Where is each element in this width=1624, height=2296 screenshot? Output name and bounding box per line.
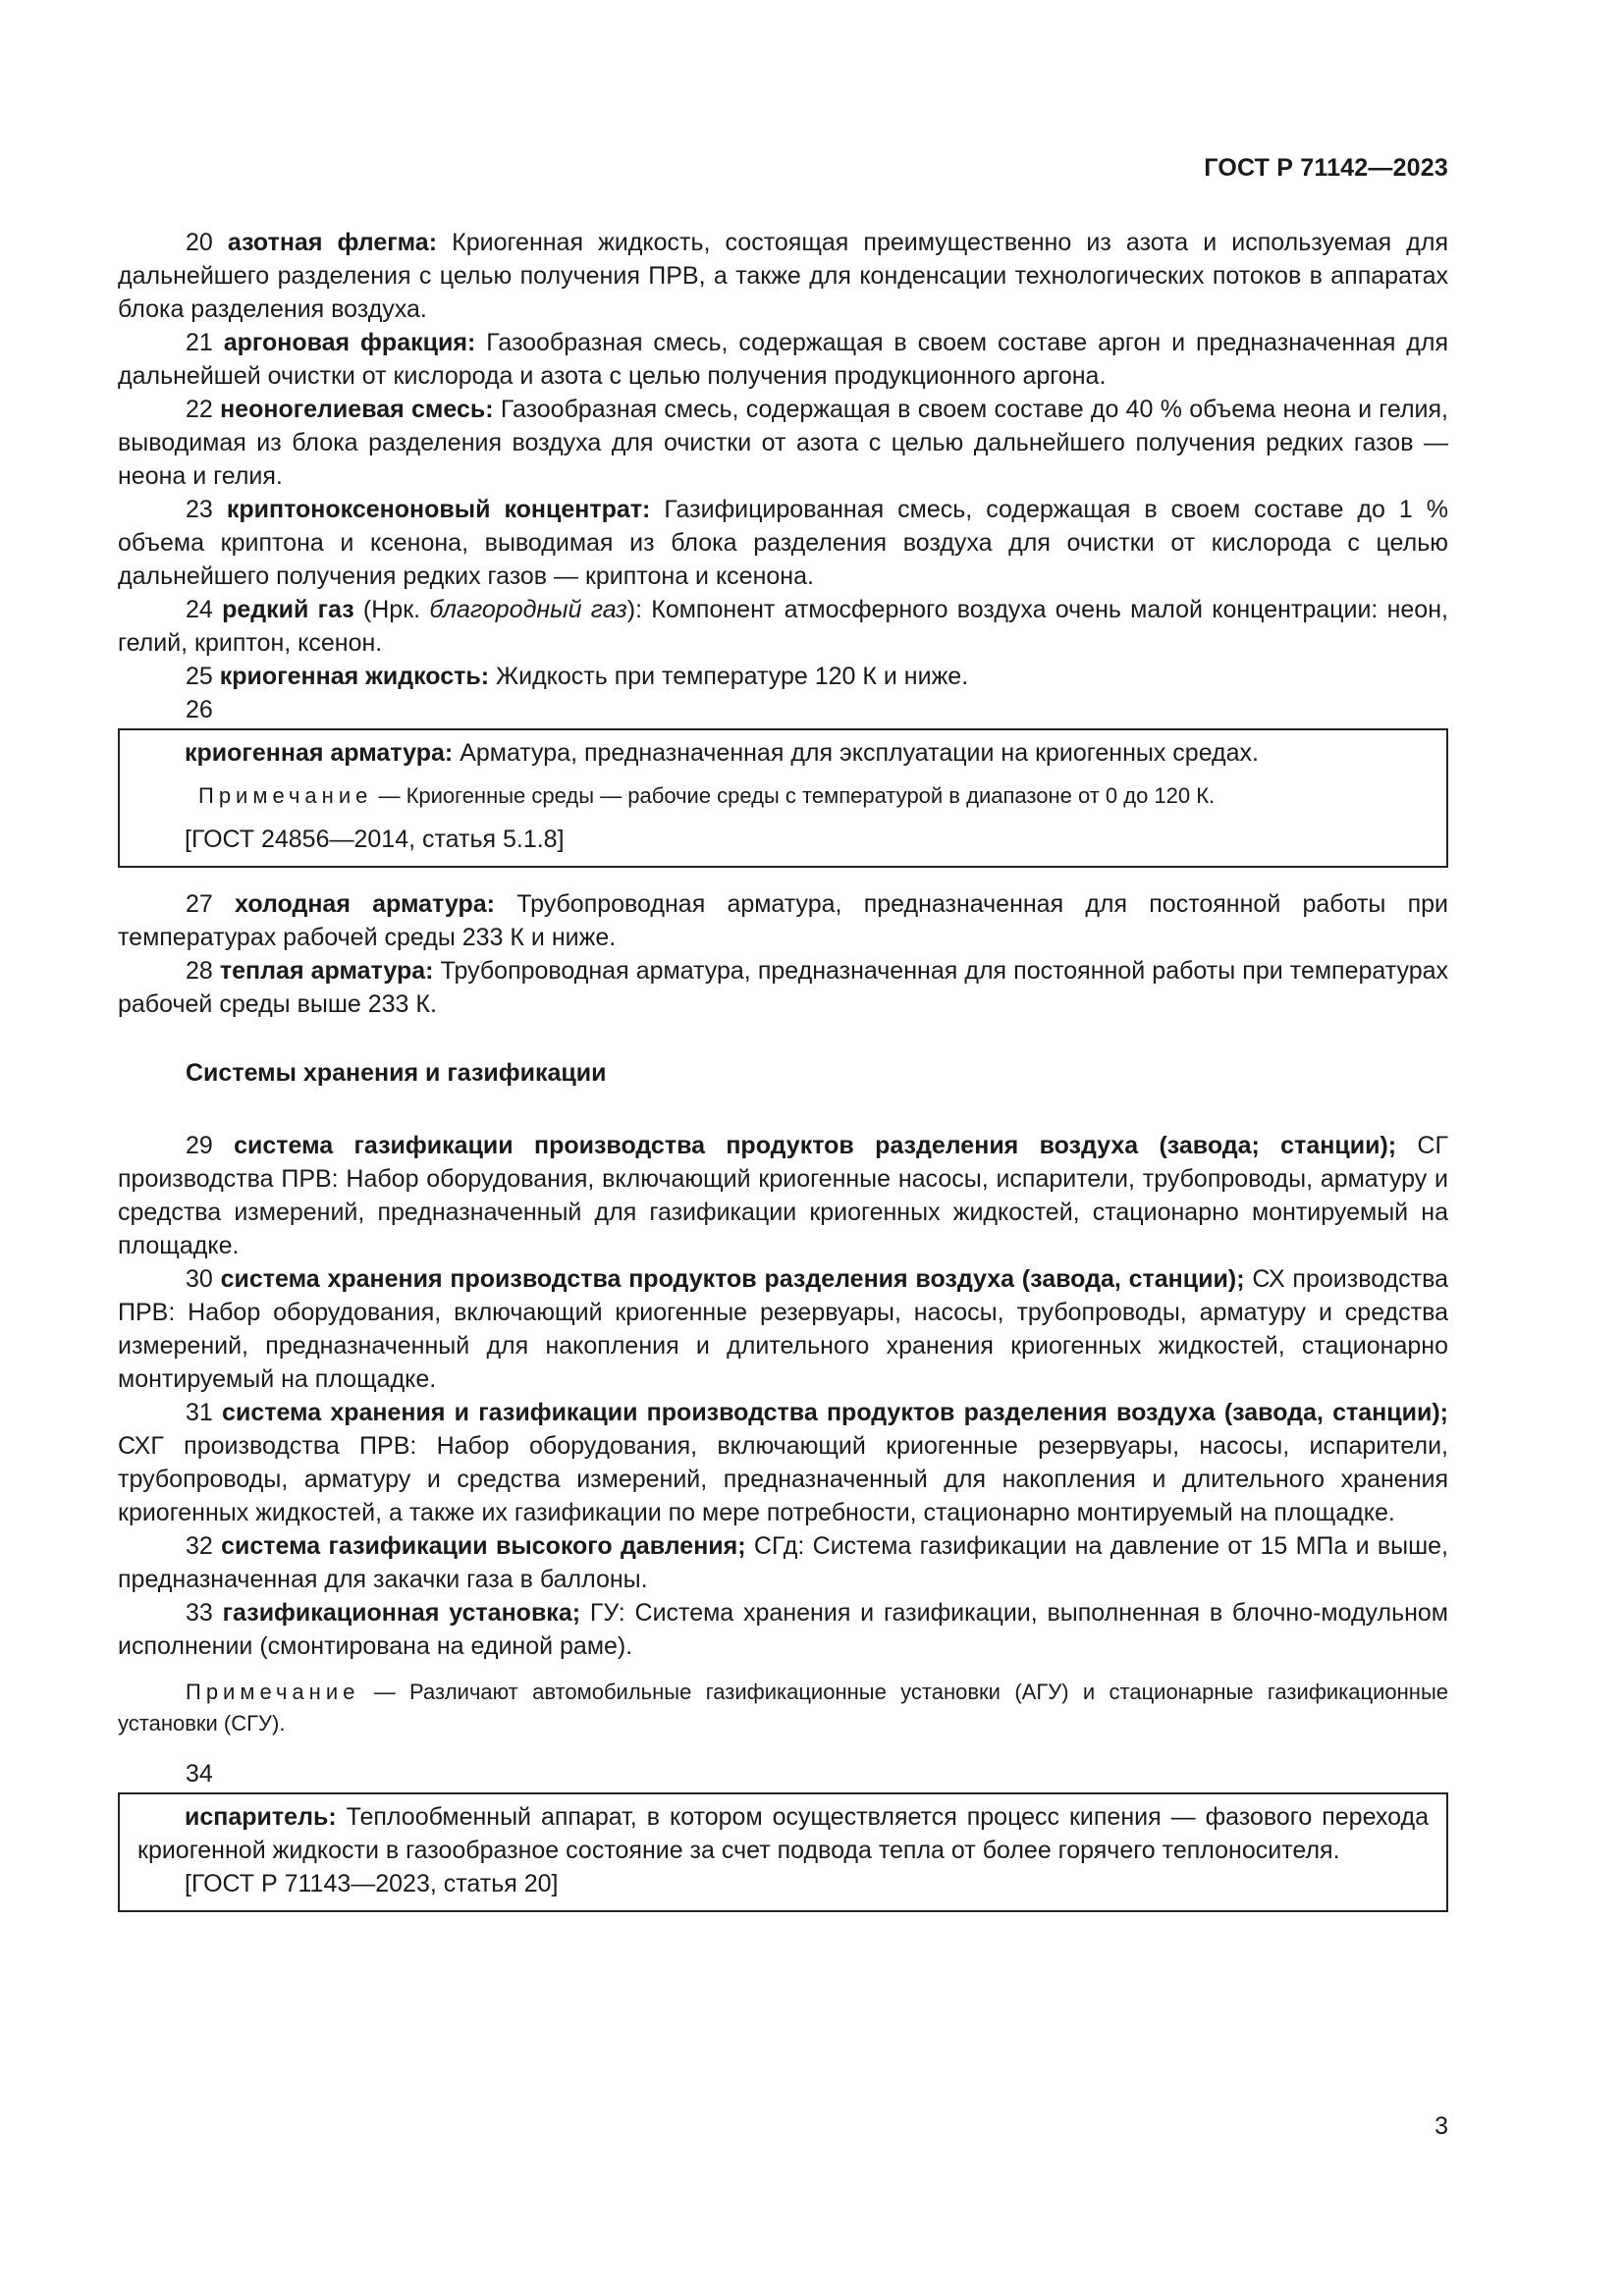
term-definition: Газообразная смесь, содержащая в своем составе до 40 % объема неона и гелия, выводимая из блока разделения воздуха для очистки от азота с целью дальнейшего получения редких газов — неона и гелия.: [118, 396, 1448, 490]
term-name: криогенная жидкость:: [219, 663, 490, 690]
term-33-note: [118, 1677, 1448, 1739]
term-definition: ГУ: Система хранения и газификации, выполненная в блочно-модульном исполнении (смонтирована на единой раме).: [118, 1599, 1448, 1660]
term-definition: Криогенная жидкость, состоящая преимущественно из азота и используемая для дальнейшего разделения с целью получения ПРВ, а также для конденсации технологических потоков в аппаратах блока разделения воздуха.: [118, 229, 1448, 323]
term-name: система газификации производства продуктов разделения воздуха (завода; станции);: [234, 1132, 1397, 1159]
term-name: криогенная арматура:: [185, 739, 454, 767]
term-definition: Газообразная смесь, содержащая в своем составе аргон и предназначенная для дальнейшей очистки от кислорода и азота с целью получения продукционного аргона.: [118, 329, 1448, 390]
term-definition: СГ производства ПРВ: Набор оборудования, включающий криогенные насосы, испарители, трубопроводы, арматуру и средства измерений, предназначенный для газификации криогенных жидкостей, стационарно монтируемый на площадке.: [118, 1132, 1448, 1259]
term-name: холодная арматура:: [235, 890, 495, 918]
note-text: — Различают автомобильные газификационные установки (АГУ) и стационарные газификационные установки (СГУ).: [118, 1680, 1448, 1735]
term-definition: СХГ производства ПРВ: Набор оборудования, включающий криогенные резервуары, насосы, испарители, трубопроводы, арматуру и средства измерений, предназначенный для накопления и длительного хранения криогенных жидкостей, а также их газификации по мере потребности, стационарно монтируемый на площадке.: [118, 1432, 1448, 1526]
term-26-source: [ГОСТ 24856—2014, статья 5.1.8]: [185, 826, 565, 853]
section-title: Системы хранения и газификации: [186, 1059, 607, 1087]
term-definition: СХ производства ПРВ: Набор оборудования, включающий криогенные резервуары, насосы, трубопроводы, арматуру и средства измерений, предназначенный для накопления и длительного хранения криогенных жидкостей, стационарно монтируемый на площадке.: [118, 1265, 1449, 1393]
term-23: 23 криптоноксеноновый концентрат: Газифицированная смесь, содержащая в своем составе до 1 % объема криптона и ксенона, выводимая из блока разделения воздуха для очистки от кислорода с целью дальнейшего получения редких газов — криптона и ксенона.: [118, 496, 1448, 590]
term-33: 33 газификационная установка; ГУ: Система хранения и газификации, выполненная в блочно-модульном исполнении (смонтирована на единой раме).: [118, 1599, 1448, 1660]
term-21: 21 аргоновая фракция: Газообразная смесь, содержащая в своем составе аргон и предназначенная для дальнейшей очистки от кислорода и азота с целью получения продукционного аргона.: [118, 329, 1448, 390]
term-24: 24 редкий газ (Нрк. благородный газ): Компонент атмосферного воздуха очень малой концентрации: неон, гелий, криптон, ксенон.: [118, 596, 1448, 657]
term-definition: Трубопроводная арматура, предназначенная для постоянной работы при температурах рабочей среды 233 К и ниже.: [118, 890, 1449, 951]
term-25: 25 криогенная жидкость: Жидкость при температуре 120 К и ниже.: [186, 663, 969, 690]
term-27: 27 холодная арматура: Трубопроводная арматура, предназначенная для постоянной работы при температурах рабочей среды 233 К и ниже.: [118, 890, 1449, 951]
page-number: 3: [1435, 2112, 1448, 2140]
term-29: 29 система газификации производства продуктов разделения воздуха (завода; станции); СГ производства ПРВ: Набор оборудования, включающий криогенные насосы, испарители, трубопроводы, арматуру и средства измерений, предназначенный для газификации криогенных жидкостей, стационарно монтируемый на площадке.: [118, 1132, 1448, 1259]
term-name: газификационная установка;: [222, 1599, 581, 1627]
term-name: система газификации высокого давления;: [221, 1532, 746, 1560]
term-34: [137, 1800, 1429, 1867]
term-32: 32 система газификации высокого давления; СГд: Система газификации на давление от 15 МПа и выше, предназначенная для закачки газа в баллоны.: [118, 1532, 1448, 1593]
term-34-box: [118, 1792, 1448, 1912]
term-31: 31 система хранения и газификации производства продуктов разделения воздуха (завода, станции); СХГ производства ПРВ: Набор оборудования, включающий криогенные резервуары, насосы, испарители, трубопроводы, арматуру и средства измерений, предназначенный для накопления и длительного хранения криогенных жидкостей, а также их газификации по мере потребности, стационарно монтируемый на площадке.: [118, 1399, 1448, 1526]
note-label: Примечание: [198, 783, 373, 808]
term-name: аргоновая фракция:: [223, 329, 476, 356]
term-name: азотная флегма:: [227, 229, 438, 256]
term-name: теплая арматура:: [219, 957, 434, 985]
term-34-source: [ГОСТ Р 71143—2023, статья 20]: [185, 1870, 559, 1897]
term-20: 20 азотная флегма: Криогенная жидкость, состоящая преимущественно из азота и используемая для дальнейшего разделения с целью получения ПРВ, а также для конденсации технологических потоков в аппаратах блока разделения воздуха.: [118, 229, 1448, 323]
term-26-number: 26: [186, 696, 213, 723]
standard-code: ГОСТ Р 71142—2023: [1204, 154, 1448, 182]
term-synonym: благородный газ: [429, 596, 627, 623]
term-name: редкий газ: [222, 596, 354, 623]
term-definition: Арматура, предназначенная для эксплуатации на криогенных средах.: [460, 739, 1259, 767]
page-content: [118, 226, 1448, 1912]
term-name: испаритель:: [185, 1803, 337, 1831]
term-26-note: [137, 781, 1429, 811]
term-name: система хранения производства продуктов разделения воздуха (завода, станции);: [220, 1265, 1245, 1293]
note-text: — Криогенные среды — рабочие среды с температурой в диапазоне от 0 до 120 К.: [378, 783, 1216, 808]
term-name: криптоноксеноновый концентрат:: [226, 496, 651, 523]
term-30: 30 система хранения производства продуктов разделения воздуха (завода, станции); СХ производства ПРВ: Набор оборудования, включающий криогенные резервуары, насосы, трубопроводы, арматуру и средства измерений, предназначенный для накопления и длительного хранения криогенных жидкостей, стационарно монтируемый на площадке.: [118, 1265, 1449, 1393]
term-22: 22 неоногелиевая смесь: Газообразная смесь, содержащая в своем составе до 40 % объема неона и гелия, выводимая из блока разделения воздуха для очистки от азота с целью дальнейшего получения редких газов — неона и гелия.: [118, 396, 1448, 490]
term-definition: Газифицированная смесь, содержащая в своем составе до 1 % объема криптона и ксенона, выводимая из блока разделения воздуха для очистки от кислорода с целью дальнейшего получения редких газов — криптона и ксенона.: [118, 496, 1448, 590]
document-page: [118, 0, 1448, 2296]
term-name: система хранения и газификации производства продуктов разделения воздуха (завода, станции);: [222, 1399, 1448, 1426]
term-name: неоногелиевая смесь:: [220, 396, 494, 423]
term-28: 28 теплая арматура: Трубопроводная арматура, предназначенная для постоянной работы при температурах рабочей среды выше 233 К.: [118, 957, 1448, 1018]
term-definition: Теплообменный аппарат, в котором осуществляется процесс кипения — фазового перехода криогенной жидкости в газообразное состояние за счет подвода тепла от более горячего теплоносителя.: [137, 1803, 1429, 1864]
term-34-number: 34: [186, 1760, 213, 1788]
term-definition: Компонент атмосферного воздуха очень малой концентрации: неон, гелий, криптон, ксенон.: [118, 596, 1448, 657]
term-definition: Трубопроводная арматура, предназначенная для постоянной работы при температурах рабочей среды выше 233 К.: [118, 957, 1448, 1018]
term-26-box: [118, 728, 1448, 868]
term-26: [137, 736, 1429, 770]
note-label: Примечание: [186, 1680, 360, 1704]
term-definition: СГд: Система газификации на давление от 15 МПа и выше, предназначенная для закачки газа в баллоны.: [118, 1532, 1448, 1593]
term-definition: Жидкость при температуре 120 К и ниже.: [496, 663, 969, 690]
